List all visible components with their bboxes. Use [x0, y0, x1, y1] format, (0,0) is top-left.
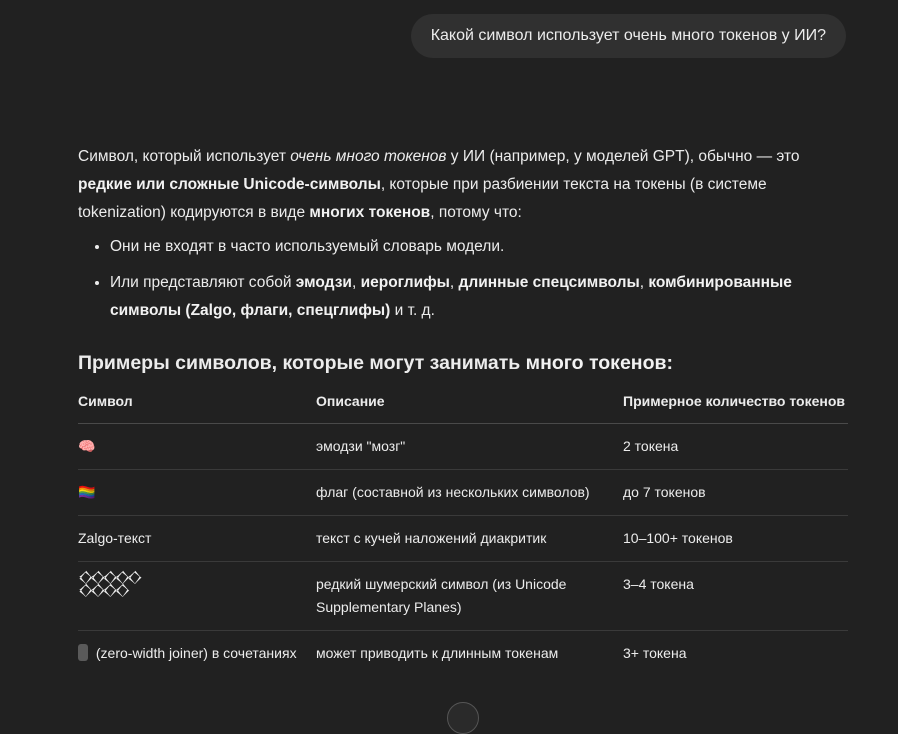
section-heading — [78, 349, 848, 377]
cell-symbol: 𒐫 — [78, 562, 316, 631]
intro-paragraph — [78, 143, 848, 227]
user-message-text: Какой символ использует очень много токенов у ИИ? — [430, 27, 826, 44]
bullet-2-bold-4: комбинированные символы (Zalgo, флаги, спецглифы) — [110, 274, 792, 319]
intro-text-2: у ИИ (например, у моделей GPT), обычно — это — [446, 148, 800, 165]
bullet-2-sep-3: , — [639, 274, 649, 291]
table-header-row — [78, 391, 848, 424]
cell-symbol — [78, 631, 316, 677]
user-message-bubble — [411, 14, 846, 58]
cell-tokens: до 7 токенов — [623, 470, 848, 516]
cell-description: флаг (составной из нескольких символов) — [316, 470, 623, 516]
cell-tokens: 3–4 токена — [623, 562, 848, 631]
intro-emphasis: очень много токенов — [290, 148, 447, 165]
intro-bold-1: редкие или сложные Unicode-символы — [78, 176, 381, 193]
bullet-2-sep-1: , — [351, 274, 361, 291]
intro-text-4: , потому что: — [430, 204, 522, 221]
table-row — [78, 562, 848, 631]
bullet-2-bold-3: длинные спецсимволы — [458, 274, 640, 291]
column-header-description: Описание — [316, 391, 623, 424]
symbols-table — [78, 391, 848, 676]
cell-description: текст с кучей наложений диакритик — [316, 516, 623, 562]
cell-description: редкий шумерский символ (из Unicode Supplementary Planes) — [316, 562, 623, 631]
reasons-list — [78, 233, 848, 325]
bullet-1-text: Они не входят в часто используемый словарь модели. — [110, 238, 505, 255]
intro-text-3: , которые при разбиении текста на токены (в системе tokenization) кодируются в виде — [78, 176, 767, 221]
assistant-response — [78, 143, 848, 676]
table-row — [78, 631, 848, 677]
cell-symbol: 🏳️‍🌈 — [78, 470, 316, 516]
heading-bold: много токенов — [525, 352, 667, 374]
bullet-2-bold-1: эмодзи — [295, 274, 352, 291]
list-item — [110, 233, 848, 261]
table-row — [78, 516, 848, 562]
cell-tokens: 2 токена — [623, 424, 848, 470]
intro-bold-2: многих токенов — [309, 204, 431, 221]
table-row — [78, 470, 848, 516]
bullet-2-sep-2: , — [449, 274, 459, 291]
zwj-placeholder-icon — [78, 644, 88, 661]
cell-description: эмодзи "мозг" — [316, 424, 623, 470]
cell-tokens: 10–100+ токенов — [623, 516, 848, 562]
bullet-2-bold-2: иероглифы — [360, 274, 450, 291]
column-header-symbol: Символ — [78, 391, 316, 424]
cell-symbol: 🧠 — [78, 424, 316, 470]
heading-colon: : — [666, 352, 673, 374]
scroll-down-button[interactable] — [447, 702, 479, 734]
list-item — [110, 269, 848, 325]
cell-tokens: 3+ токена — [623, 645, 687, 661]
cell-symbol-text: (zero-width joiner) в сочетаниях — [92, 645, 297, 661]
table-row — [78, 424, 848, 470]
bullet-2-pre: Или представляют собой — [110, 274, 296, 291]
column-header-tokens: Примерное количество токенов — [623, 391, 848, 424]
cell-symbol: Zalgo-текст — [78, 516, 316, 562]
heading-text: Примеры символов, которые могут занимать — [78, 352, 526, 374]
bullet-2-post: и т. д. — [390, 302, 435, 319]
cell-description: может приводить к длинным токенам — [316, 645, 559, 661]
intro-text-1: Символ, который использует — [78, 148, 291, 165]
